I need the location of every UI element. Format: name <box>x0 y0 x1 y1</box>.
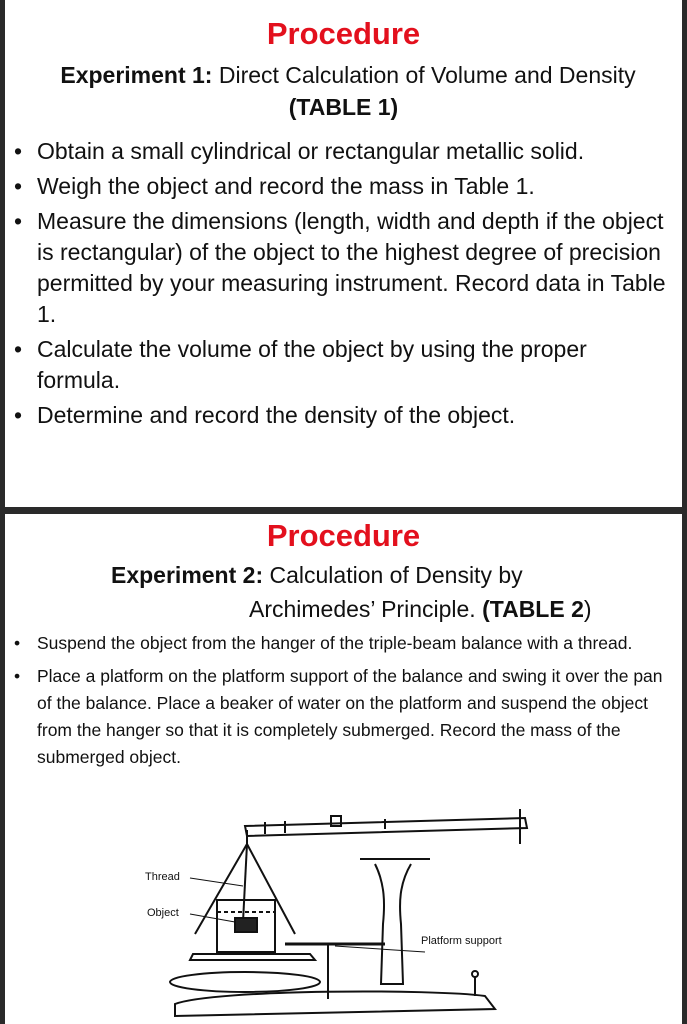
slide-title: Procedure <box>266 16 421 51</box>
table-reference: (TABLE 1) <box>288 94 399 120</box>
experiment-heading <box>111 560 671 590</box>
label-thread: Thread <box>145 871 180 883</box>
slide-experiment-2 <box>5 514 682 1024</box>
list-item: • Obtain a small cylindrical or rectangular metallic solid. <box>5 136 670 167</box>
balance-column <box>375 864 411 984</box>
label-platform-support: Platform support <box>421 935 502 947</box>
experiment-heading-line2 <box>249 594 679 624</box>
table-reference: (TABLE 2 <box>482 596 584 622</box>
thread <box>243 844 247 922</box>
experiment-label: Experiment 2: <box>111 562 264 588</box>
list-item: • Weigh the object and record the mass in Table 1. <box>5 171 670 202</box>
list-item: • Determine and record the density of the object. <box>5 400 670 431</box>
list-item: • Calculate the volume of the object by using the proper formula. <box>5 334 670 396</box>
triple-beam-balance-diagram <box>135 804 535 1024</box>
list-item: • Measure the dimensions (length, width and depth if the object is rectangular) of the object to the highest degree of precision permitted by your measuring instrument. Record data in Table 1. <box>5 206 670 330</box>
experiment-label: Experiment 1: <box>60 62 213 88</box>
list-item: • Suspend the object from the hanger of the triple-beam balance with a thread. <box>5 630 670 657</box>
experiment-description: Direct Calculation of Volume and Density <box>212 62 636 88</box>
slide-title: Procedure <box>266 518 421 553</box>
pan <box>170 972 320 992</box>
bullet-list <box>5 136 670 435</box>
platform <box>190 954 315 960</box>
experiment-heading <box>23 60 673 90</box>
experiment-description-cont: Archimedes’ Principle. <box>249 596 483 622</box>
slide-experiment-1 <box>5 0 682 507</box>
experiment-description: Calculation of Density by <box>263 562 523 588</box>
table-reference-close: ) <box>583 596 592 622</box>
label-object: Object <box>147 907 179 919</box>
object <box>235 918 257 932</box>
bullet-list <box>5 630 670 777</box>
balance-base <box>175 991 495 1016</box>
list-item: • Place a platform on the platform support of the balance and swing it over the pan of the balance. Place a beaker of water on the platform and suspend the object from the hanger so that it is completely submerged. Record the mass of the submerged object. <box>5 663 670 771</box>
